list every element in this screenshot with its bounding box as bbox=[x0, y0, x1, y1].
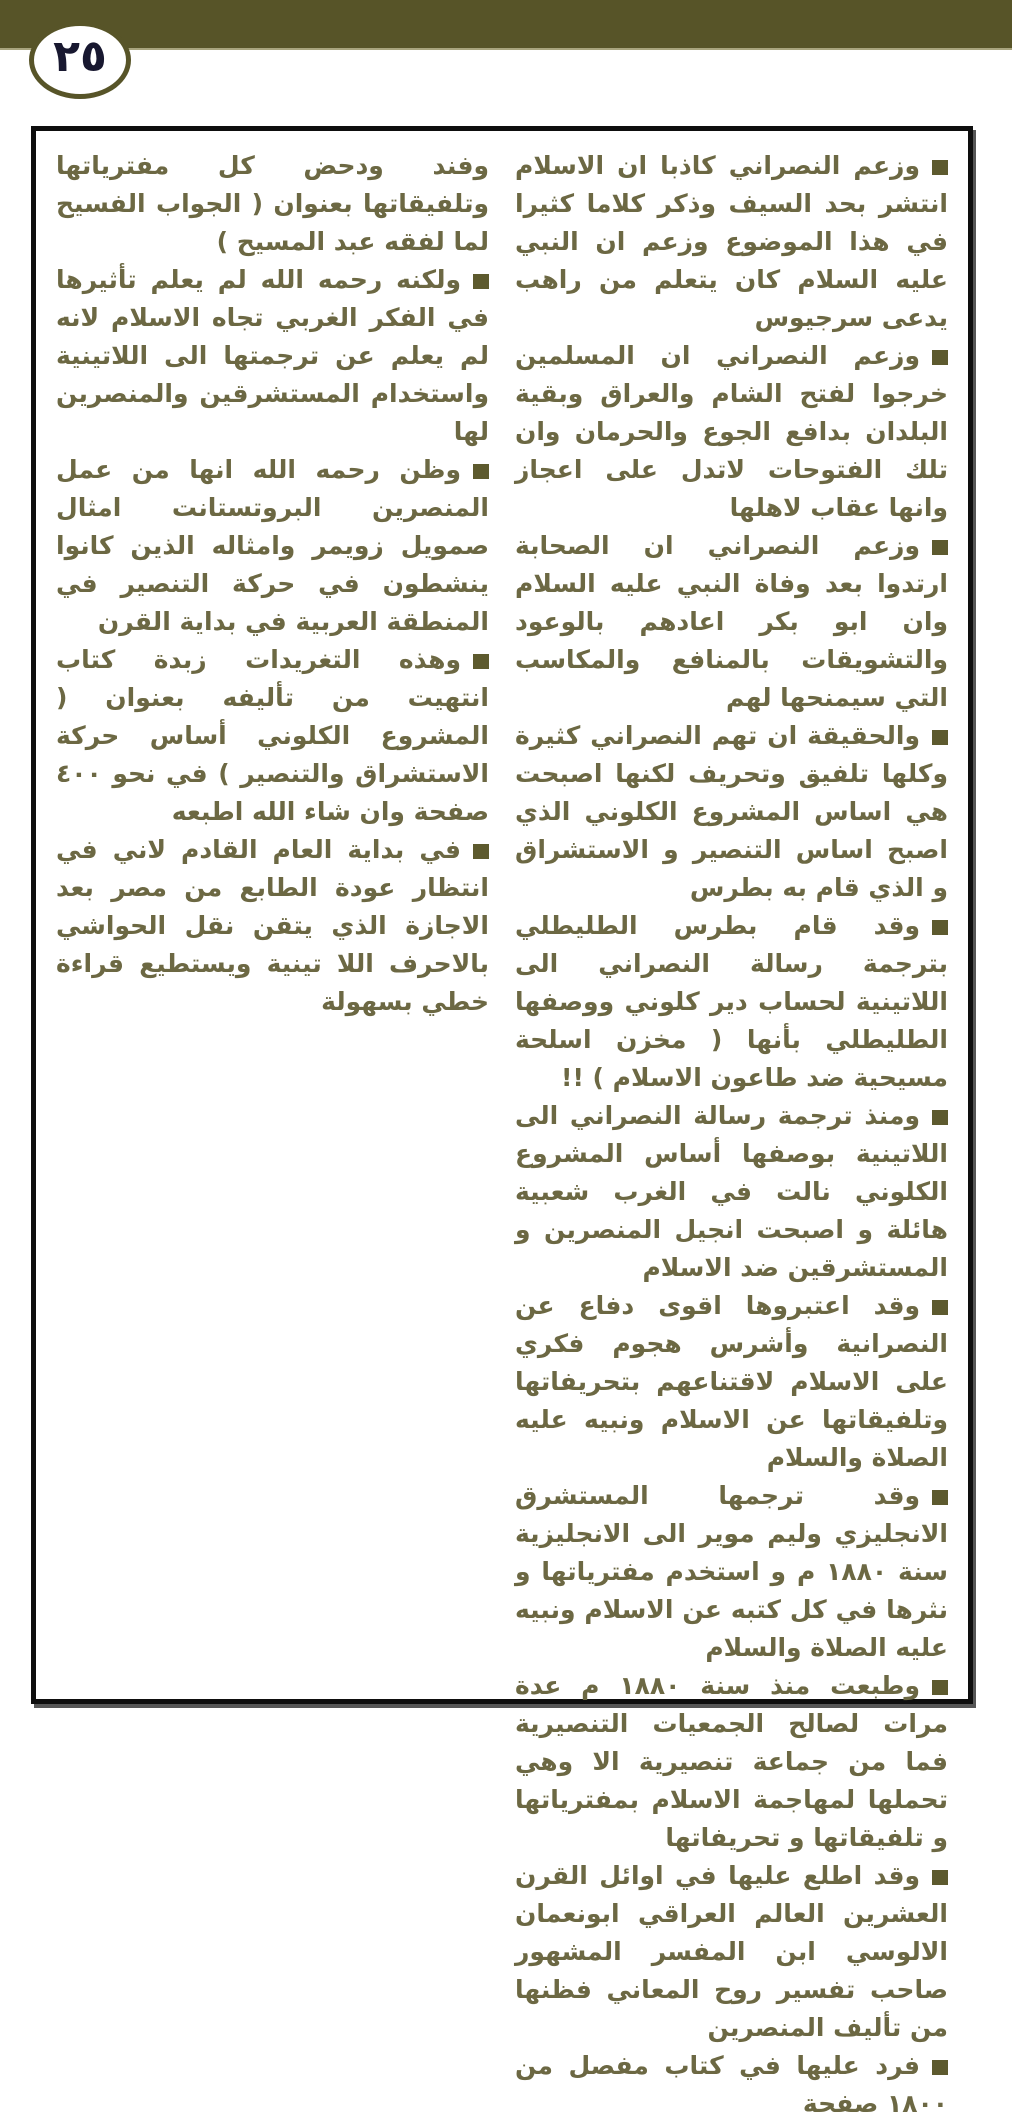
paragraph bbox=[515, 907, 948, 1097]
page-number-badge bbox=[29, 21, 131, 99]
paragraph-text: وهذه التغريدات زبدة كتاب انتهيت من تأليفه بعنوان ( المشروع الكلوني أساس حركة الاستشراق والتنصير ) في نحو ٤٠٠ صفحة وان شاء الله اطبعه bbox=[56, 645, 489, 826]
paragraph-text: ولكنه رحمه الله لم يعلم تأثيرها في الفكر الغربي تجاه الاسلام لانه لم يعلم عن ترجمتها الى اللاتينية واستخدام المستشرقين والمنصرين لها bbox=[56, 265, 489, 446]
bullet-square-icon bbox=[932, 1110, 948, 1125]
bullet-square-icon bbox=[932, 2060, 948, 2075]
paragraph-text: وزعم النصراني كاذبا ان الاسلام انتشر بحد السيف وذكر كلاما كثيرا في هذا الموضوع وزعم ان النبي عليه السلام كان يتعلم من راهب يدعى سرجيوس bbox=[515, 151, 948, 332]
paragraph-text: في بداية العام القادم لاني في انتظار عودة الطابع من مصر بعد الاجازة الذي يتقن نقل الحواشي بالاحرف اللا تينية ويستطيع قراءة خطي بسهولة bbox=[56, 835, 489, 1016]
paragraph-text: وقد اعتبروها اقوى دفاع عن النصرانية وأشرس هجوم فكري على الاسلام لاقتناعهم بتحريفاتها وتلفيقاتها عن الاسلام ونبيه عليه الصلاة والسلام bbox=[515, 1291, 948, 1472]
page-number: ٢٥ bbox=[53, 31, 107, 82]
paragraph-text: وزعم النصراني ان الصحابة ارتدوا بعد وفاة النبي عليه السلام وان ابو بكر اعادهم بالوعود والتشويقات بالمنافع والمكاسب التي سيمنحها لهم bbox=[515, 531, 948, 712]
paragraph bbox=[515, 2047, 948, 2123]
paragraph-text: وطبعت منذ سنة ١٨٨٠ م عدة مرات لصالح الجمعيات التنصيرية فما من جماعة تنصيرية الا وهي تحملها لمهاجمة الاسلام بمفترياتها و تلفيقاتها و تحريفاتها bbox=[515, 1671, 948, 1852]
bullet-square-icon bbox=[932, 1870, 948, 1885]
paragraph bbox=[56, 261, 489, 451]
paragraph bbox=[515, 1287, 948, 1477]
bullet-square-icon bbox=[932, 1300, 948, 1315]
column-left bbox=[56, 147, 489, 1683]
paragraph bbox=[515, 1477, 948, 1667]
paragraph bbox=[515, 1097, 948, 1287]
paragraph bbox=[515, 147, 948, 337]
paragraph bbox=[56, 147, 489, 261]
bullet-square-icon bbox=[473, 654, 489, 669]
header-bar bbox=[0, 0, 1012, 50]
paragraph bbox=[515, 717, 948, 907]
bullet-square-icon bbox=[932, 1490, 948, 1505]
paragraph-text: وفند ودحض كل مفترياتها وتلفيقاتها بعنوان ( الجواب الفسيح لما لفقه عبد المسيح ) bbox=[56, 151, 489, 256]
paragraph bbox=[56, 641, 489, 831]
paragraph-text: وظن رحمه الله انها من عمل المنصرين البروتستانت امثال صمويل زويمر وامثاله الذين كانوا ينشطون في حركة التنصير في المنطقة العربية في بداية القرن bbox=[56, 455, 489, 636]
bullet-square-icon bbox=[932, 920, 948, 935]
bullet-square-icon bbox=[932, 540, 948, 555]
bullet-square-icon bbox=[473, 274, 489, 289]
bullet-square-icon bbox=[473, 464, 489, 479]
paragraph-text: وقد قام بطرس الطليطلي بترجمة رسالة النصراني الى اللاتينية لحساب دير كلوني ووصفها الطليطلي بأنها ( مخزن اسلحة مسيحية ضد طاعون الاسلام ) !! bbox=[515, 911, 948, 1092]
paragraph bbox=[515, 1667, 948, 1857]
bullet-square-icon bbox=[932, 730, 948, 745]
paragraph-text: والحقيقة ان تهم النصراني كثيرة وكلها تلفيق وتحريف لكنها اصبحت هي اساس المشروع الكلوني الذي اصبح اساس التنصير و الاستشراق و الذي قام به بطرس bbox=[515, 721, 948, 902]
text-columns bbox=[56, 147, 949, 2118]
paragraph bbox=[515, 337, 948, 527]
bullet-square-icon bbox=[932, 1680, 948, 1695]
paragraph-text: وقد ترجمها المستشرق الانجليزي وليم موير الى الانجليزية سنة ١٨٨٠ م و استخدم مفترياتها و نثرها في كل كتبه عن الاسلام ونبيه عليه الصلاة والسلام bbox=[515, 1481, 949, 1662]
bullet-square-icon bbox=[473, 844, 489, 859]
paragraph-text: فرد عليها في كتاب مفصل من ١٨٠٠ صفحة bbox=[515, 2051, 948, 2118]
bullet-square-icon bbox=[932, 160, 948, 175]
paragraph-text: ومنذ ترجمة رسالة النصراني الى اللاتينية بوصفها أساس المشروع الكلوني نالت في الغرب شعبية هائلة و اصبحت انجيل المنصرين و المستشرقين ضد الاسلام bbox=[515, 1101, 948, 1282]
paragraph bbox=[515, 1857, 948, 2047]
paragraph bbox=[56, 451, 489, 641]
column-right bbox=[515, 147, 949, 2118]
paragraph bbox=[56, 831, 489, 1021]
paragraph bbox=[515, 527, 948, 717]
bullet-square-icon bbox=[932, 350, 948, 365]
content-box bbox=[31, 126, 973, 2118]
paragraph-text: وزعم النصراني ان المسلمين خرجوا لفتح الشام والعراق وبقية البلدان بدافع الجوع والحرمان وان تلك الفتوحات لاتدل على اعجاز وانها عقاب لاهلها bbox=[515, 341, 948, 522]
paragraph-text: وقد اطلع عليها في اوائل القرن العشرين العالم العراقي ابونعمان الالوسي ابن المفسر المشهور صاحب تفسير روح المعاني فظنها من تأليف المنصرين bbox=[515, 1861, 948, 2042]
